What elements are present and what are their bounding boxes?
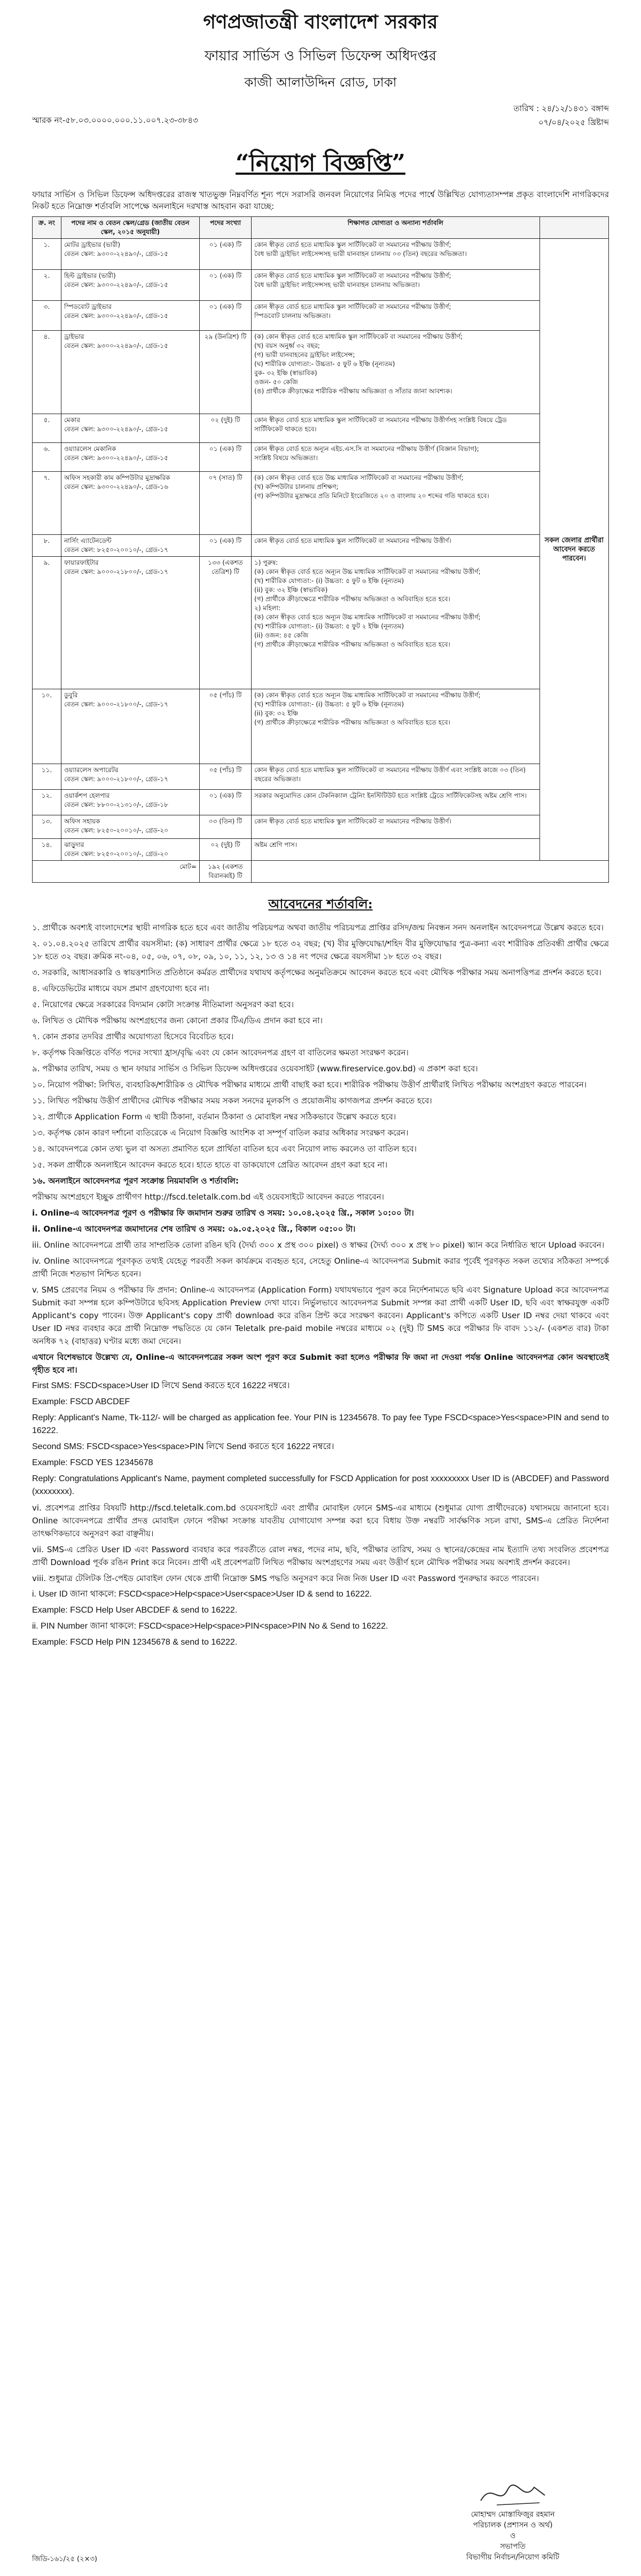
post-line: বেতন স্কেল: ৯৩০০-২২৪৯০/-, গ্রেড-১৫ <box>64 454 168 462</box>
memo-number: স্মারক নং-৫৮.০৩.০০০০.০০০.১১.০০৭.২৩-৩৮৪৩ <box>32 115 198 125</box>
row-count: ২৯ (উনত্রিশ) টি <box>199 331 251 414</box>
sms1-title: First SMS: FSCD<space>User ID লিখে Send করতে হবে 16222 নম্বরে। <box>32 1381 290 1390</box>
qualification-line: (ক) কোন স্বীকৃত বোর্ড হতে অন্যূন উচ্চ মাধ্যমিক সার্টিফিকেট বা সমমানের পরীক্ষায় উত্তীর্ণ; <box>254 613 481 621</box>
qualification-line: (গ) প্রার্থীকে ক্রীড়াক্ষেত্রে শারীরিক পরীক্ষায় অভিজ্ঞতা ও অবিবাহিত হতে হবে। <box>254 595 450 603</box>
post-line: বেতন স্কেল: ৯৩০০-২২৪৯০/-, গ্রেড-১৫ <box>64 425 168 433</box>
online-photo: iii. Online আবেদনপত্রে প্রার্থী তার সাম্প্রতিক তোলা রঙিন ছবি (দৈর্ঘ্য ৩০০ x প্রস্থ ৩০০ pixel) ও স্বাক্ষর (দৈর্ঘ্য ৩০০ x প্রস্থ ৮০ pixel) স্ক্যান করে নির্ধারিত স্থানে Upload করবেন। <box>32 1240 605 1250</box>
condition-item: ১১. লিখিত পরীক্ষায় উত্তীর্ণ প্রার্থীদের মৌখিক পরীক্ষার সময় সকল সনদের মূলকপি ও প্রয়োজনীয় কাগজপত্র প্রদর্শন করতে হবে। <box>32 1096 432 1106</box>
row-serial: ৪. <box>33 331 61 414</box>
qualification-line: (খ) বয়স অনুর্ধ্ব ৩২ বছর; <box>254 342 320 349</box>
post-line: ওয়্যারলেস অপারেটর <box>64 766 119 774</box>
sms1-reply: Reply: Applicant's Name, Tk-112/- will be charged as application fee. Your PIN is 12345678. To pay fee Type FSCD<space>Yes<space>PIN and send to 16222. <box>32 1413 609 1435</box>
post-line: মোটর ড্রাইভার (ভারী) <box>64 241 121 248</box>
row-count: ০১ (এক) টি <box>199 535 251 557</box>
condition-item: ৬. লিখিত ও মৌখিক পরীক্ষায় অংশগ্রহণের জন্য কোনো প্রকার টিএ/ডিএ প্রদান করা হবে না। <box>32 1016 323 1025</box>
row-count: ০২ (দুই) টি <box>199 414 251 443</box>
col-qualification: শিক্ষাগত যোগ্যতা ও অন্যান্য শর্তাবলি <box>252 217 540 239</box>
qualification-line: কোন স্বীকৃত বোর্ড হতে অন্যূন এইচ.এস.সি বা সমমানের পরীক্ষায় উত্তীর্ণ (বিজ্ঞান বিভাগ); <box>254 445 479 453</box>
qualification-line: (ii) ওজন: ৪৫ কেজি <box>254 632 309 639</box>
post-line: নার্সিং এ্যাটেনডেন্ট <box>64 537 112 544</box>
row-post <box>61 414 199 443</box>
row-post <box>61 535 199 557</box>
qualification-line: কোন স্বীকৃত বোর্ড হতে মাধ্যমিক স্কুল সার্টিফিকেট বা সমমানের পরীক্ষায় উত্তীর্ণ; <box>254 241 451 248</box>
date-english: ০৭/০৪/২০২৫ খ্রিষ্টাব্দ <box>538 118 609 127</box>
post-line: অফিস সহকারী কাম কম্পিউটার মুদ্রাক্ষরিক <box>64 474 170 481</box>
recover-pin-example: Example: FSCD Help PIN 12345678 & send to 16222. <box>32 1638 238 1647</box>
condition-item: ১৩. কর্তৃপক্ষ কোন কারণ দর্শানো ব্যতিরেকে এ নিয়োগ বিজ্ঞপ্তি আংশিক বা সম্পূর্ণ বাতিল করার অধিকার সংরক্ষণ করেন। <box>32 1128 409 1138</box>
online-start: i. Online-এ আবেদনপত্র পূরণ ও পরীক্ষার ফি জমাদান শুরুর তারিখ ও সময়: ১০.০৪.২০২৫ খ্রি., সকাল ১০:০০ টা। <box>32 1208 414 1218</box>
table-row <box>33 270 609 301</box>
post-line: বেতন স্কেল: ৮২৫০-২০০১০/-, গ্রেড-২০ <box>64 827 168 834</box>
online-title: ১৬. অনলাইনে আবেদনপত্র পূরণ সংক্রান্ত নিয়মাবলি ও শর্তাবলি: <box>32 1176 239 1186</box>
signature-block <box>433 2479 593 2563</box>
row-count: ১৩৩ (একশত তেত্রিশ) টি <box>199 557 251 689</box>
post-line: বেতন স্কেল: ৮২৫০-২০০১০/-, গ্রেড-১৭ <box>64 546 168 554</box>
qualification-line: (গ) কম্পিউটার মুদ্রাক্ষরে প্রতি মিনিটে ইংরেজিতে ২০ ও বাংলায় ২০ শব্দের গতি থাকতে হবে। <box>254 492 489 500</box>
date-label: তারিখ : <box>513 104 540 113</box>
post-line: অফিস সহায়ক <box>64 818 100 825</box>
condition-item: ১২. প্রার্থীকে Application Form এ স্থায়ী ঠিকানা, বর্তমান ঠিকানা ও মোবাইল নম্বর সঠিকভাবে উল্লেখ করতে হবে। <box>32 1112 396 1122</box>
qualification-line: (খ) শারীরিক যোগ্যতা:- (i) উচ্চতা: ৫ ফুট ২ ইঞ্চি (নূন্যতম) <box>254 622 404 630</box>
row-serial: ১৩. <box>33 815 61 839</box>
row-post <box>61 270 199 301</box>
row-qualification <box>252 414 540 443</box>
qualification-line: ওজন- ৫০ কেজি <box>254 378 298 386</box>
col-count: পদের সংখ্যা <box>199 217 251 239</box>
condition-item: ৩. সরকারি, আধাসরকারি ও স্বায়ত্তশাসিত প্রতিষ্ঠানে কর্মরত প্রার্থীদের যথাযথ কর্তৃপক্ষের অনুমতিক্রমে আবেদন করতে হবে এবং মৌখিক পরীক্ষার সময় অনাপত্তিপত্র প্রদর্শন করতে হবে। <box>32 968 601 977</box>
table-row <box>33 815 609 839</box>
post-line: বেতন স্কেল: ৯০০০-২১৮০০/-, গ্রেড-১৭ <box>64 775 168 783</box>
condition-item: ৯. পরীক্ষার তারিখ, সময় ও স্থান ফায়ার সার্ভিস ও সিভিল ডিফেন্স অধিদপ্তরের ওয়েবসাইট (www.fireservice.gov.bd) এ প্রকাশ করা হবে। <box>32 1064 478 1073</box>
signatory-designation: পরিচালক (প্রশাসন ও অর্থ) <box>473 2521 553 2530</box>
side-note: সকল জেলার প্রার্থীরা আবেদন করতে পারবেন। <box>540 239 608 861</box>
sms2-reply: Reply: Congratulations Applicant's Name, payment completed successfully for FSCD Application for post xxxxxxxxx User ID is (ABCDEF) and Password (xxxxxxxx). <box>32 1474 609 1496</box>
qualification-line: ১) পুরুষ: <box>254 559 278 566</box>
qualification-line: কোন স্বীকৃত বোর্ড হতে মাধ্যমিক স্কুল সার্টিফিকেট বা সমমানের পরীক্ষায় উত্তীর্ণ এবং সংশ্লিষ্ট কাজে ০৩ (তিন) বছরের অভিজ্ঞতা। <box>254 766 526 783</box>
admit-info: vi. প্রবেশপত্র প্রাপ্তির বিষয়টি http://fscd.teletalk.com.bd ওয়েবসাইটে এবং প্রার্থীর মোবাইল ফোনে SMS-এর মাধ্যমে (শুধুমাত্র যোগ্য প্রার্থীদেরকে) যথাসময়ে জানানো হবে। Online আবেদনপত্রে প্রার্থীর প্রদত্ত মোবাইল ফোনে পরীক্ষা সংক্রান্ত যাবতীয় যোগাযোগ সম্পন্ন করা হবে বিধায় উক্ত নম্বরটি সার্বক্ষণিক সচল রাখা, SMS-এ প্রেরিত নির্দেশনা তাৎক্ষণিকভাবে অনুসরণ করা বাঞ্ছনীয়। <box>32 1503 609 1538</box>
qualification-line: (গ) প্রার্থীকে ক্রীড়াক্ষেত্রে শারীরিক পরীক্ষায় অভিজ্ঞতা ও অবিবাহিত হতে হবে। <box>254 719 450 726</box>
row-post <box>61 472 199 535</box>
online-url: পরীক্ষায় অংশগ্রহণে ইচ্ছুক প্রার্থীগণ http://fscd.teletalk.com.bd এই ওয়েবসাইটে আবেদন করতে পারবেন। <box>32 1192 385 1202</box>
row-serial: ১২. <box>33 790 61 815</box>
row-count: ০৫ (পাঁচ) টি <box>199 689 251 764</box>
qualification-line: (গ) প্রার্থীকে ক্রীড়াক্ষেত্রে শারীরিক পরীক্ষায় অভিজ্ঞতা ও অবিবাহিত হতে হবে। <box>254 641 450 648</box>
condition-item: ১০. নিয়োগ পরীক্ষা: লিখিত, ব্যবহারিক/শারীরিক ও মৌখিক পরীক্ষার মাধ্যমে প্রার্থী বাছাই করা হবে। শারীরিক পরীক্ষায় উত্তীর্ণ প্রার্থীরাই লিখিত পরীক্ষায় অংশগ্রহণ করতে পারবেন। <box>32 1080 587 1089</box>
qualification-line: (খ) শারীরিক যোগ্যতা:- (i) উচ্চতা: ৫ ফুট ৬ ইঞ্চি (নূন্যতম) <box>254 577 404 585</box>
gd-number: জিডি-১৬১/২৫ (২×৩) <box>32 2555 97 2563</box>
table-row <box>33 839 609 861</box>
row-post <box>61 689 199 764</box>
condition-item: ৪. এফিডেভিটের মাধ্যমে বয়স প্রমাণ গ্রহণযোগ্য হবে না। <box>32 984 209 993</box>
post-line: বেতন স্কেল: ৯০০০-২১৮০০/-, গ্রেড-১৭ <box>64 568 168 575</box>
row-serial: ১১. <box>33 764 61 790</box>
row-count: ০৫ (পাঁচ) টি <box>199 764 251 790</box>
conditions-title: আবেদনের শর্তাবলি: <box>268 896 373 912</box>
condition-item: ২. ০১.০৪.২০২৫ তারিখে প্রার্থীর বয়সসীমা: (ক) সাধারণ প্রার্থীর ক্ষেত্রে ১৮ হতে ৩২ বছর; (খ) বীর মুক্তিযোদ্ধা/শহিদ বীর মুক্তিযোদ্ধার পুত্র-কন্যা এবং শারীরিক প্রতিবন্ধী প্রার্থীর ক্ষেত্রে ১৮ হতে ৩২ বছর। ক্রমিক নং-০৪, ০৫, ০৬, ০৭, ০৮, ০৯, ১০, ১১, ১২, ১৩ ও ১৪ নং পদের ক্ষেত্রে বয়সসীমা ১৮ হতে ৩২ বছর। <box>32 939 609 961</box>
table-row <box>33 557 609 689</box>
row-post <box>61 331 199 414</box>
row-post <box>61 790 199 815</box>
table-row <box>33 414 609 443</box>
qualification-line: (ক) কোন স্বীকৃত বোর্ড হতে উচ্চ মাধ্যমিক সার্টিফিকেট বা সমমানের পরীক্ষায় উত্তীর্ণ; <box>254 474 464 481</box>
post-line: বেতন স্কেল: ৯০০০-২১৮০০/-, গ্রেড-১৭ <box>64 701 168 708</box>
row-count: ০৭ (সাত) টি <box>199 472 251 535</box>
table-row <box>33 239 609 270</box>
sms2-example: Example: FSCD YES 12345678 <box>32 1458 153 1467</box>
row-qualification <box>252 331 540 414</box>
notice-title: “নিয়োগ বিজ্ঞপ্তি” <box>236 150 405 177</box>
post-line: ডুবুরি <box>64 691 78 699</box>
table-row <box>33 331 609 414</box>
signatory-committee: সভাপতি <box>500 2542 526 2551</box>
online-sms-note: এখানে বিশেষভাবে উল্লেখ্য যে, Online-এ আবেদনপত্রের সকল অংশ পূরণ করে Submit করা হলেও পরীক্ষার ফি জমা না দেওয়া পর্যন্ত Online আবেদনপত্র কোন অবস্থাতেই গৃহীত হবে না। <box>32 1352 609 1375</box>
total-label: মোট= <box>33 861 200 883</box>
conditions-list <box>32 921 609 1649</box>
qualification-line: (ii) বুক: ৩২ ইঞ্চি <box>254 710 299 717</box>
row-qualification <box>252 790 540 815</box>
qualification-line: কোন স্বীকৃত বোর্ড হতে মাধ্যমিক স্কুল সার্টিফিকেট বা সমমানের পরীক্ষায় উত্তীর্ণসহ সংশ্লিষ্ট বিষয়ে ট্রেড সার্টিফিকেট থাকতে হবে। <box>254 416 507 433</box>
row-count: ০১ (এক) টি <box>199 270 251 301</box>
post-line: বেতন স্কেল: ৮৮০০-২১৩১০/-, গ্রেড-১৮ <box>64 801 168 808</box>
row-serial: ২. <box>33 270 61 301</box>
post-line: মেকার <box>64 416 80 424</box>
jobs-table <box>32 216 609 883</box>
table-row <box>33 764 609 790</box>
jobs-table-body <box>33 239 609 883</box>
date-block <box>513 102 609 129</box>
row-qualification <box>252 443 540 472</box>
signatory-committee-name: বিভাগীয় নির্বাচন/নিয়োগ কমিটি <box>466 2553 560 2562</box>
qualification-line: (ঙ) প্রার্থীকে ক্রীড়াক্ষেত্র শারীরিক পরীক্ষায় অভিজ্ঞতা ও সাঁতার জানা আবশ্যক। <box>254 387 452 395</box>
condition-item: ৭. কোন প্রকার তদবির প্রার্থীর অযোগ্যতা হিসেবে বিবেচিত হবে। <box>32 1032 234 1041</box>
qualification-line: (ক) কোন স্বীকৃত বোর্ড হতে অন্যূন উচ্চ মাধ্যমিক সার্টিফিকেট বা সমমানের পরীক্ষায় উত্তীর্ণ; <box>254 568 481 575</box>
row-count: ০৩ (তিন) টি <box>199 815 251 839</box>
row-qualification <box>252 472 540 535</box>
row-post <box>61 839 199 861</box>
online-userid: iv. Online আবেদনপত্রে পূরণকৃত তথ্যই যেহেতু পরবর্তী সকল কার্যক্রমে ব্যবহৃত হবে, সেহেতু Online-এ আবেদনপত্র Submit করার পূর্বেই পূরণকৃত সকল তথ্যের সঠিকতা সম্পর্কে প্রার্থী নিজে শতভাগ নিশ্চিত হবেন। <box>32 1256 609 1279</box>
col-note <box>540 217 608 239</box>
reference-row <box>32 102 609 139</box>
table-row <box>33 472 609 535</box>
row-qualification <box>252 301 540 331</box>
qualification-line: স্পিডবোট চালনায় অভিজ্ঞতা। <box>254 312 331 320</box>
sms1-example: Example: FSCD ABCDEF <box>32 1397 130 1406</box>
qualification-line: কোন স্বীকৃত বোর্ড হতে মাধ্যমিক স্কুল সার্টিফিকেট বা সমমানের পরীক্ষায় উত্তীর্ণ; <box>254 303 451 310</box>
row-post <box>61 301 199 331</box>
total-blank <box>252 861 609 883</box>
qualification-line: (ক) কোন স্বীকৃত বোর্ড হতে অন্যূন উচ্চ মাধ্যমিক সার্টিফিকেট বা সমমানের পরীক্ষায় উত্তীর্ণ; <box>254 691 481 699</box>
row-post <box>61 764 199 790</box>
qualification-line: কোন স্বীকৃত বোর্ড হতে মাধ্যমিক স্কুল সার্টিফিকেট বা সমমানের পরীক্ষায় উত্তীর্ণ। <box>254 537 451 544</box>
qualification-line: বুক- ৩২ ইঞ্চি (স্বাভাবিক) <box>254 369 317 377</box>
qualification-line: কোন স্বীকৃত বোর্ড হতে মাধ্যমিক স্কুল সার্টিফিকেট বা সমমানের পরীক্ষায় উত্তীর্ণ। <box>254 818 451 825</box>
signatory-and: ও <box>510 2532 516 2540</box>
condition-item: ৮. কর্তৃপক্ষ বিজ্ঞপ্তিতে বর্ণিত পদের সংখ্যা হ্রাস/বৃদ্ধি এবং যে কোন আবেদনপত্র গ্রহণ বা বাতিলের ক্ষমতা সংরক্ষণ করেন। <box>32 1048 409 1057</box>
qualification-line: (গ) ভারী যানবাহনের ড্রাইভিং লাইসেন্স; <box>254 351 355 359</box>
post-line: বেতন স্কেল: ৯৩০০-২২৪৯০/-, গ্রেড-১৬ <box>64 483 168 491</box>
row-serial: ১. <box>33 239 61 270</box>
post-line: বেতন স্কেল: ৯৩০০-২২৪৯০/-, গ্রেড-১৫ <box>64 312 168 320</box>
row-serial: ৬. <box>33 443 61 472</box>
post-line: স্পিডবোট ড্রাইভার <box>64 303 112 310</box>
header <box>32 7 609 94</box>
table-row <box>33 301 609 331</box>
qualification-line: অষ্টম শ্রেণি পাস। <box>254 841 298 849</box>
qualification-line: সংশ্লিষ্ট বিষয়ে অভিজ্ঞতা। <box>254 454 318 462</box>
total-row <box>33 861 609 883</box>
table-row <box>33 443 609 472</box>
post-line: ঝাড়ুদার <box>64 841 84 849</box>
total-count: ১৯২ (একশত বিরানব্বই) টি <box>199 861 251 883</box>
row-serial: ৫. <box>33 414 61 443</box>
qualification-line: (খ) কম্পিউটার চালনায় প্রশিক্ষণ; <box>254 483 339 491</box>
post-line: ওয়ার্কশপ হেলপার <box>64 792 110 799</box>
admit-download: vii. SMS-এ প্রেরিত User ID এবং Password ব্যবহার করে পরবর্তীতে রোল নম্বর, পদের নাম, ছবি, পরীক্ষার তারিখ, সময় ও স্থানের/কেন্দ্রের নাম ইত্যাদি তথ্য সংবলিত প্রবেশপত্র প্রার্থী Download পূর্বক রঙিন Print করে নিবেন। প্রার্থী এই প্রবেশপত্রটি লিখিত পরীক্ষায় অংশগ্রহণের সময় এবং উত্তীর্ণ হলে মৌখিক পরীক্ষার সময় অবশ্যই প্রদর্শন করবেন। <box>32 1545 609 1567</box>
row-count: ০১ (এক) টি <box>199 790 251 815</box>
post-line: ফায়ারফাইটার <box>64 559 99 566</box>
post-line: হিল্ট ড্রাইভার (ভারী) <box>64 272 116 279</box>
qualification-line: সরকার অনুমোদিত কোন টেকনিক্যাল ট্রেনিং ইনস্টিটিউট হতে সংশ্লিষ্ট ট্রেডে সার্টিফিকেটসহ অষ্টম শ্রেণি পাস। <box>254 792 527 799</box>
post-line: ওয়্যারলেস মেকানিক <box>64 445 116 453</box>
signature-mark <box>433 2479 593 2509</box>
col-serial: ক্র. নং <box>33 217 61 239</box>
row-serial: ৯. <box>33 557 61 689</box>
qualification-line: বৈধ ভারী ড্রাইভিং লাইসেন্সসহ ভারী যানবাহন চালনায় ০৩ (তিন) বছরের অভিজ্ঞতা। <box>254 250 467 258</box>
row-serial: ১০. <box>33 689 61 764</box>
row-serial: ৮. <box>33 535 61 557</box>
qualification-line: (ঘ) শারীরিক যোগ্যতা:- উচ্চতা- ৫ ফুট ৬ ইঞ্চি (নূন্যতম) <box>254 360 395 368</box>
row-qualification <box>252 270 540 301</box>
table-row <box>33 535 609 557</box>
post-line: ড্রাইভার <box>64 333 84 340</box>
date-bangla: ২৪/১২/১৪৩১ বঙ্গাব্দ <box>542 104 609 113</box>
table-row <box>33 689 609 764</box>
row-serial: ৭. <box>33 472 61 535</box>
department-name: ফায়ার সার্ভিস ও সিভিল ডিফেন্স অধিদপ্তর <box>205 48 436 64</box>
recover-userid: i. User ID জানা থাকলে: FSCD<space>Help<space>User<space>User ID & send to 16222. <box>32 1590 372 1599</box>
row-qualification <box>252 839 540 861</box>
row-count: ০১ (এক) টি <box>199 443 251 472</box>
row-serial: ১৪. <box>33 839 61 861</box>
online-sms: v. SMS প্রেরণের নিয়ম ও পরীক্ষার ফি প্রদান: Online-এ আবেদনপত্র (Application Form) যথাযথভাবে পূরণ করে নির্দেশনামতে ছবি এবং Signature Upload করে আবেদনপত্র Submit করা সম্পন্ন হলে কম্পিউটারে ছবিসহ Application Preview দেখা যাবে। নির্ভুলভাবে আবেদনপত্র Submit সম্পন্ন করা প্রার্থী একটি User ID, ছবি এবং স্বাক্ষরযুক্ত একটি Applicant's copy পাবেন। উক্ত Applicant's copy প্রার্থী download করে রঙিন প্রিন্ট করে সংরক্ষণ করবেন। Applicant's কপিতে একটি User ID নম্বর দেয়া থাকবে এবং User ID নম্বর ব্যবহার করে প্রার্থী নিম্নোক্ত পদ্ধতিতে যে কোন Teletalk pre-paid mobile নম্বরের মাধ্যমে ০২ (দুই) টি SMS করে পরীক্ষার ফি বাবদ ১১২/- (একশত বার) টাকা অনধিক ৭২ (বাহাত্তর) ঘণ্টার মধ্যে জমা দেবেন। <box>32 1285 609 1346</box>
row-qualification <box>252 239 540 270</box>
post-line: বেতন স্কেল: ৯৩০০-২২৪৯০/-, গ্রেড-১৫ <box>64 281 168 289</box>
row-count: ০২ (দুই) টি <box>199 839 251 861</box>
qualification-line: কোন স্বীকৃত বোর্ড হতে মাধ্যমিক স্কুল সার্টিফিকেট বা সমমানের পরীক্ষায় উত্তীর্ণ; <box>254 272 451 279</box>
recover-info: viii. শুধুমাত্র টেলিটক প্রি-পেইড মোবাইল ফোন থেকে প্রার্থী নিম্নোক্ত SMS পদ্ধতি অনুসরণ করে নিজ নিজ User ID এবং Password পুনরুদ্ধার করতে পারবেন। <box>32 1574 540 1583</box>
qualification-line: বৈধ ভারী ড্রাইভিং লাইসেন্সসহ ভারী যানবাহন চালনায় অভিজ্ঞতা। <box>254 281 420 289</box>
signatory-name: মোহাম্মদ মোস্তাফিজুর রহমান <box>471 2510 555 2519</box>
condition-item: ১. প্রার্থীকে অবশ্যই বাংলাদেশের স্থায়ী নাগরিক হতে হবে এবং জাতীয় পরিচয়পত্র অথবা জাতীয় পরিচয়পত্র প্রাপ্তির রসিদ/জন্ম নিবন্ধন সনদ অনলাইন আবেদনপত্রে উল্লেখ করতে হবে। <box>32 923 604 932</box>
online-end: ii. Online-এ আবেদনপত্র জমাদানের শেষ তারিখ ও সময়: ০৯.০৫.২০২৫ খ্রি., বিকাল ০৫:০০ টা। <box>32 1224 356 1234</box>
row-count: ০১ (এক) টি <box>199 301 251 331</box>
govt-name: গণপ্রজাতন্ত্রী বাংলাদেশ সরকার <box>203 11 438 33</box>
qualification-line: (খ) শারীরিক যোগ্যতা:- (i) উচ্চতা: ৫ ফুট ৬ ইঞ্চি (নূন্যতম) <box>254 701 404 708</box>
col-post: পদের নাম ও বেতন স্কেল/গ্রেড (জাতীয় বেতন স্কেল, ২০১৫ অনুযায়ী) <box>61 217 199 239</box>
row-post <box>61 443 199 472</box>
office-address: কাজী আলাউদ্দিন রোড, ঢাকা <box>244 75 397 90</box>
row-post <box>61 815 199 839</box>
qualification-line: (ক) কোন স্বীকৃত বোর্ড হতে মাধ্যমিক স্কুল সার্টিফিকেট বা সমমানের পরীক্ষায় উত্তীর্ণ; <box>254 333 463 340</box>
row-qualification <box>252 815 540 839</box>
condition-item: ১৪. আবেদনপত্রে কোন তথ্য ভুল বা অসত্য প্রমাণিত হলে প্রার্থিতা বাতিল হবে এবং নিয়োগ লাভ করলেও তা বাতিল হবে। <box>32 1144 417 1154</box>
row-post <box>61 557 199 689</box>
row-count: ০১ (এক) টি <box>199 239 251 270</box>
row-qualification <box>252 535 540 557</box>
row-qualification <box>252 689 540 764</box>
jobs-table-header <box>33 217 609 239</box>
qualification-line: (ii) বুক: ৩২ ইঞ্চি (স্বাভাবিক) <box>254 586 328 594</box>
condition-item: ৫. নিয়োগের ক্ষেত্রে সরকারের বিদ্যমান কোটা সংক্রান্ত নীতিমালা অনুসরণ করা হবে। <box>32 1000 294 1009</box>
sms2-title: Second SMS: FSCD<space>Yes<space>PIN লিখে Send করতে হবে 16222 নম্বরে। <box>32 1442 334 1451</box>
qualification-line: ২) মহিলা: <box>254 604 281 612</box>
notice-intro: ফায়ার সার্ভিস ও সিভিল ডিফেন্স অধিদপ্তরের রাজস্ব খাতভুক্ত নিম্নবর্ণিত শূন্য পদে সরাসরি জনবল নিয়োগের নিমিত্ত পদের পার্শ্বে উল্লিখিত যোগ্যতাসম্পন্ন প্রকৃত বাংলাদেশি নাগরিকদের নিকট হতে নিম্নোক্ত শর্তাবলি সাপেক্ষে অনলাইনে দরখাস্ত আহবান করা যাচ্ছে: <box>32 190 609 211</box>
row-serial: ৩. <box>33 301 61 331</box>
row-post <box>61 239 199 270</box>
table-row <box>33 790 609 815</box>
row-qualification <box>252 764 540 790</box>
post-line: বেতন স্কেল: ৯৩০০-২২৪৯০/-, গ্রেড-১৫ <box>64 342 168 349</box>
recover-pin: ii. PIN Number জানা থাকলে: FSCD<space>Help<space>PIN<space>PIN No & Send to 16222. <box>32 1622 388 1631</box>
row-qualification <box>252 557 540 689</box>
post-line: বেতন স্কেল: ৮২৫০-২০০১০/-, গ্রেড-২০ <box>64 850 168 858</box>
recover-userid-example: Example: FSCD Help User ABCDEF & send to 16222. <box>32 1606 238 1615</box>
condition-item: ১৫. সকল প্রার্থীকে অনলাইনে আবেদন করতে হবে। হাতে হাতে বা ডাকযোগে প্রেরিত আবেদন গ্রহণ করা হবে না। <box>32 1160 388 1170</box>
post-line: বেতন স্কেল: ৯৩০০-২২৪৯০/-, গ্রেড-১৫ <box>64 250 168 258</box>
